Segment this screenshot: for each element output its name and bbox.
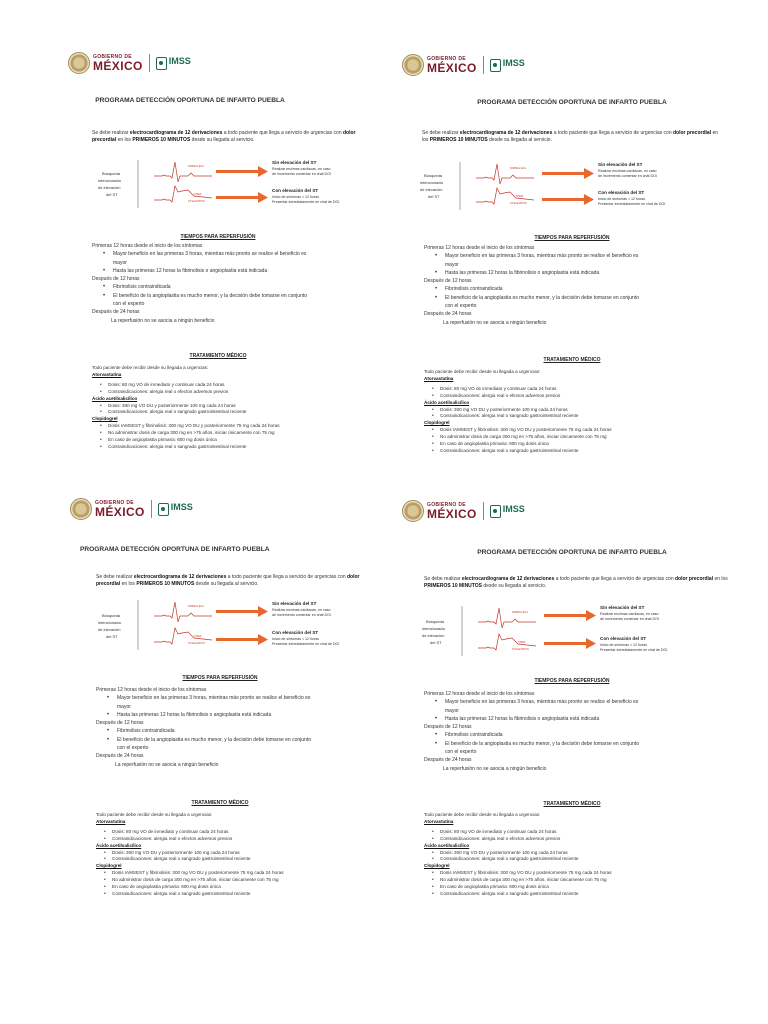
sin-elevacion-line-1: Realizar enzimas cardiacas, en caso — [272, 608, 331, 612]
ecg-left-label-4: del ST — [106, 192, 118, 197]
imss-emblem-icon — [156, 57, 167, 70]
ecg-stemi-tag: STEMI — [194, 193, 202, 196]
treatment-heading: TRATAMIENTO MÉDICO — [543, 357, 601, 363]
logo-divider — [149, 54, 150, 72]
reperfusion-heading: TIEMPOS PARA REPERFUSIÓN — [180, 234, 256, 240]
sin-elevacion-line-2: de incremento comentar en chat DOI — [272, 172, 331, 176]
arrow-right-icon — [216, 166, 268, 177]
imss-emblem-icon — [490, 59, 501, 72]
ecg-diagram — [96, 158, 376, 219]
ecg-normal-trace — [478, 608, 536, 628]
imss-logo: IMSS — [502, 503, 525, 514]
ecg-left-label-1: Búsqueda — [424, 173, 443, 178]
sin-elevacion-line-2: de incremento comentar en chat DOI — [598, 174, 657, 178]
page-title: PROGRAMA DETECCIÓN OPORTUNA DE INFARTO PUEBLA — [95, 97, 285, 104]
intro-paragraph: Se debe realizar electrocardiograma de 12 derivaciones a todo paciente que llega a servicio de urgencias con dolor precordial en los PRIMEROS 10 MINUTOS desde su llegada al servicio. — [422, 130, 719, 144]
document-page-bottom-left — [0, 446, 372, 946]
government-seal-icon — [402, 54, 424, 76]
reperfusion-section: Primeras 12 horas desde el inicio de los síntomas • Mayor beneficio en las primeras 3 horas, mientras más pronto se realice el beneficio es mayor • Hasta las primeras 12 horas la fibrinolisis o angioplastia está indicada Después de 12 horas • Fibrinolisis contraindicada • El beneficio de la angioplastia es mucho menor, y la decisión debe tomarse en conjunto con el experto Después de 24 horas La reperfusión no se asocia a ningún beneficio — [424, 690, 734, 773]
gobierno-mexico-logo: GOBIERNO DE MÉXICO — [427, 55, 477, 75]
treatment-heading: TRATAMIENTO MÉDICO — [189, 353, 247, 359]
treatment-section: Todo paciente debe recibir desde su llegada a urgencias: Atorvastatina • Dosis: 80 mg VO de inmediato y continuar cada 24 horas • Contraindicaciones: alergia real o efectos adversos previos Ácido acetilsalicílico • Dosis: 300 mg VO DU y posteriormente 100 mg cada 24 horas • Contraindicaciones: alergia real o sangrado gastrointestinal reciente Clopidogrel • Dosis IAMSEST y fibrinolisis: 300 mg VO DU y posteriormente 75 mg cada 24 horas • No administrar dosis de carga 300 mg en >75 años, iniciar únicamente con 75 mg • En caso de angioplastia primaria: 600 mg dosis única • Contraindicaciones: alergia real o sangrado gastrointestinal reciente — [96, 812, 368, 898]
reperfusion-heading: TIEMPOS PARA REPERFUSIÓN — [534, 235, 610, 241]
ecg-left-label-2: intencionada — [420, 180, 443, 185]
page-title: PROGRAMA DETECCIÓN OPORTUNA DE INFARTO PUEBLA — [80, 546, 270, 553]
arrow-right-icon — [216, 192, 268, 203]
document-page-top-left — [4, 0, 376, 500]
government-seal-icon — [68, 52, 90, 74]
con-elevacion-line-1: Inicio de síntomas < 12 horas — [272, 195, 320, 199]
con-elevacion-title: Con elevación del ST — [272, 188, 319, 193]
reperfusion-section: Primeras 12 horas desde el inicio de los síntomas • Mayor beneficio en las primeras 3 horas, mientras más pronto se realice el beneficio es mayor • Hasta las primeras 12 horas la fibrinolisis o angioplastia está indicada Después de 12 horas • Fibrinolisis contraindicada • El beneficio de la angioplastia es mucho menor, y la decisión debe tomarse en conjunto con el experto Después de 24 horas La reperfusión no se asocia a ningún beneficio — [96, 686, 366, 769]
con-elevacion-line-2: Presentar inmediatamente en chat de DOI — [272, 200, 340, 204]
intro-paragraph: Se debe realizar electrocardiograma de 12 derivaciones a todo paciente que llega a servicio de urgencias con dolor precordial en los PRIMEROS 10 MINUTOS desde su llegada al servicio. — [92, 130, 356, 144]
reperfusion-section: Primeras 12 horas desde el inicio de los síntomas • Mayor beneficio en las primeras 3 horas, mientras más pronto se realice el beneficio es mayor • Hasta las primeras 12 horas la fibrinolisis o angioplastia está indicada Después de 12 horas • Fibrinolisis contraindicada • El beneficio de la angioplastia es mucho menor, y la decisión debe tomarse en conjunto con el experto Después de 24 horas La reperfusión no se asocia a ningún beneficio — [92, 242, 360, 325]
treatment-section: Todo paciente debe recibir desde su llegada a urgencias: Atorvastatina • Dosis: 80 mg VO de inmediato y continuar cada 24 horas • Contraindicaciones: alergia real o efectos adversos previos Ácido acetilsalicílico • Dosis: 300 mg VO DU y posteriormente 100 mg cada 24 horas • Contraindicaciones: alergia real o sangrado gastrointestinal reciente Clopidogrel • Dosis IAMSEST y fibrinolisis: 300 mg VO DU y posteriormente 75 mg cada 24 horas • No administrar dosis de carga 300 mg en >75 años, iniciar únicamente con 75 mg • En caso de angioplastia primaria: 600 mg dosis única • Contraindicaciones: alergia real o sangrado gastrointestinal reciente — [92, 365, 360, 451]
logo-divider — [483, 56, 484, 74]
ecg-normal-trace — [154, 162, 212, 182]
ecg-left-label-3: de elevación — [98, 185, 121, 190]
ecg-stemi-tag: STEMI — [518, 641, 526, 644]
gobierno-mexico-logo: GOBIERNO DE MÉXICO — [95, 499, 145, 519]
con-elevacion-title: Con elevación del ST — [272, 630, 319, 635]
ecg-stemi-trace — [478, 634, 536, 651]
page-title: PROGRAMA DETECCIÓN OPORTUNA DE INFARTO PUEBLA — [477, 549, 667, 556]
gobierno-mexico-logo: GOBIERNO DE MÉXICO — [93, 53, 143, 73]
ecg-normal-tag: NORMAL ECG — [188, 165, 204, 168]
sin-elevacion-line-1: Realizar enzimas cardiacas, en caso — [272, 167, 331, 171]
header-logos — [402, 54, 525, 76]
con-elevacion-line-2: Presentar inmediatamente en chat de DOI — [600, 648, 668, 652]
intro-paragraph: Se debe realizar electrocardiograma de 12 derivaciones a todo paciente que llega a servicio de urgencias con dolor precordial en los PRIMEROS 10 MINUTOS desde su llegada al servicio. — [96, 574, 360, 588]
ecg-left-label-3: de elevación — [420, 187, 443, 192]
page-title: PROGRAMA DETECCIÓN OPORTUNA DE INFARTO PUEBLA — [477, 99, 667, 106]
arrow-right-icon — [544, 638, 596, 649]
arrow-right-icon — [216, 634, 268, 645]
sin-elevacion-line-2: de incremento comentar en chat DOI — [272, 613, 331, 617]
ecg-left-label-1: Búsqueda — [102, 613, 121, 618]
ecg-st-elevation-tag: ST ELEVATION — [188, 642, 205, 645]
reperfusion-heading: TIEMPOS PARA REPERFUSIÓN — [182, 675, 258, 681]
sin-elevacion-title: Sin elevación del ST — [600, 605, 645, 610]
sin-elevacion-title: Sin elevación del ST — [598, 162, 643, 167]
ecg-diagram — [418, 158, 718, 221]
gobierno-mexico-logo: GOBIERNO DE MÉXICO — [427, 501, 477, 521]
ecg-stemi-tag: STEMI — [516, 195, 524, 198]
header-logos — [68, 52, 191, 74]
arrow-right-icon — [544, 610, 596, 621]
imss-emblem-icon — [490, 505, 501, 518]
treatment-heading: TRATAMIENTO MÉDICO — [543, 801, 601, 807]
con-elevacion-line-1: Inicio de síntomas < 12 horas — [598, 197, 646, 201]
sin-elevacion-line-1: Realizar enzimas cardiacas, en caso — [600, 612, 659, 616]
sin-elevacion-title: Sin elevación del ST — [272, 601, 317, 606]
ecg-left-label-2: intencionada — [98, 620, 121, 625]
ecg-left-label-2: intencionada — [422, 626, 445, 631]
ecg-left-label-1: Búsqueda — [102, 171, 121, 176]
treatment-section: Todo paciente debe recibir desde su llegada a urgencias: Atorvastatina • Dosis: 80 mg VO de inmediato y continuar cada 24 horas • Contraindicaciones: alergia real o efectos adversos previos Ácido acetilsalicílico • Dosis: 300 mg VO DU y posteriormente 100 mg cada 24 horas • Contraindicaciones: alergia real o sangrado gastrointestinal reciente Clopidogrel • Dosis IAMSEST y fibrinolisis: 300 mg VO DU y posteriormente 75 mg cada 24 horas • No administrar dosis de carga 300 mg en >75 años, iniciar únicamente con 75 mg • En caso de angioplastia primaria: 600 mg dosis única • Contraindicaciones: alergia real o sangrado gastrointestinal reciente — [424, 812, 754, 898]
government-seal-icon — [70, 498, 92, 520]
ecg-normal-tag: NORMAL ECG — [512, 611, 528, 614]
ecg-normal-trace — [476, 164, 534, 184]
ecg-left-label-1: Búsqueda — [426, 619, 445, 624]
imss-logo: IMSS — [170, 501, 193, 512]
government-seal-icon — [402, 500, 424, 522]
ecg-left-label-4: del ST — [430, 640, 442, 645]
ecg-st-elevation-tag: ST ELEVATION — [188, 200, 205, 203]
con-elevacion-line-1: Inicio de síntomas < 12 horas — [600, 643, 648, 647]
ecg-diagram — [420, 602, 720, 667]
header-logos — [70, 498, 193, 520]
imss-logo: IMSS — [502, 57, 525, 68]
con-elevacion-title: Con elevación del ST — [598, 190, 645, 195]
ecg-left-label-4: del ST — [428, 194, 440, 199]
reperfusion-heading: TIEMPOS PARA REPERFUSIÓN — [534, 678, 610, 684]
ecg-stemi-trace — [154, 186, 212, 203]
con-elevacion-title: Con elevación del ST — [600, 636, 647, 641]
ecg-left-label-3: de elevación — [98, 627, 121, 632]
sin-elevacion-title: Sin elevación del ST — [272, 160, 317, 165]
ecg-normal-tag: NORMAL ECG — [510, 167, 526, 170]
ecg-stemi-trace — [154, 628, 212, 645]
con-elevacion-line-2: Presentar inmediatamente en chat de DOI — [272, 642, 340, 646]
ecg-st-elevation-tag: ST ELEVATION — [512, 648, 529, 651]
ecg-diagram — [96, 596, 372, 661]
con-elevacion-line-1: Inicio de síntomas < 12 horas — [272, 637, 320, 641]
sin-elevacion-line-2: de incremento comentar en chat DOI — [600, 617, 659, 621]
ecg-normal-trace — [154, 602, 212, 622]
logo-divider — [151, 500, 152, 518]
ecg-left-label-2: intencionada — [98, 178, 121, 183]
ecg-left-label-3: de elevación — [422, 633, 445, 638]
ecg-stemi-trace — [476, 188, 534, 205]
reperfusion-section: Primeras 12 horas desde el inicio de los síntomas • Mayor beneficio en las primeras 3 horas, mientras más pronto se realice el beneficio es mayor • Hasta las primeras 12 horas la fibrinolisis o angioplastia está indicada Después de 12 horas • Fibrinolisis contraindicada • El beneficio de la angioplastia es mucho menor, y la decisión debe tomarse en conjunto con el experto Después de 24 horas La reperfusión no se asocia a ningún beneficio — [424, 244, 734, 327]
con-elevacion-line-2: Presentar inmediatamente en chat de DOI — [598, 202, 666, 206]
treatment-heading: TRATAMIENTO MÉDICO — [191, 800, 249, 806]
ecg-normal-tag: NORMAL ECG — [188, 605, 204, 608]
document-page-top-right — [392, 2, 764, 502]
imss-emblem-icon — [158, 503, 169, 516]
header-logos — [402, 500, 525, 522]
ecg-left-label-4: del ST — [106, 634, 118, 639]
ecg-st-elevation-tag: ST ELEVATION — [510, 202, 527, 205]
document-page-bottom-right — [392, 448, 764, 948]
intro-paragraph: Se debe realizar electrocardiograma de 12 derivaciones a todo paciente que llega a servicio de urgencias con dolor precordial en los PRIMEROS 10 MINUTOS desde su llegada al servicio. — [424, 576, 728, 590]
sin-elevacion-line-1: Realizar enzimas cardiacas, en caso — [598, 169, 657, 173]
arrow-right-icon — [216, 606, 268, 617]
treatment-section: Todo paciente debe recibir desde su llegada a urgencias: Atorvastatina • Dosis: 80 mg VO de inmediato y continuar cada 24 horas • Contraindicaciones: alergia real o efectos adversos previos Ácido acetilsalicílico • Dosis: 300 mg VO DU y posteriormente 100 mg cada 24 horas • Contraindicaciones: alergia real o sangrado gastrointestinal reciente Clopidogrel • Dosis IAMSEST y fibrinolisis: 300 mg VO DU y posteriormente 75 mg cada 24 horas • No administrar dosis de carga 300 mg en >75 años, iniciar únicamente con 75 mg • En caso de angioplastia primaria: 600 mg dosis única • Contraindicaciones: alergia real o sangrado gastrointestinal reciente — [424, 369, 754, 455]
logo-divider — [483, 502, 484, 520]
arrow-right-icon — [542, 168, 594, 179]
ecg-stemi-tag: STEMI — [194, 635, 202, 638]
imss-logo: IMSS — [168, 55, 191, 66]
arrow-right-icon — [542, 194, 594, 205]
